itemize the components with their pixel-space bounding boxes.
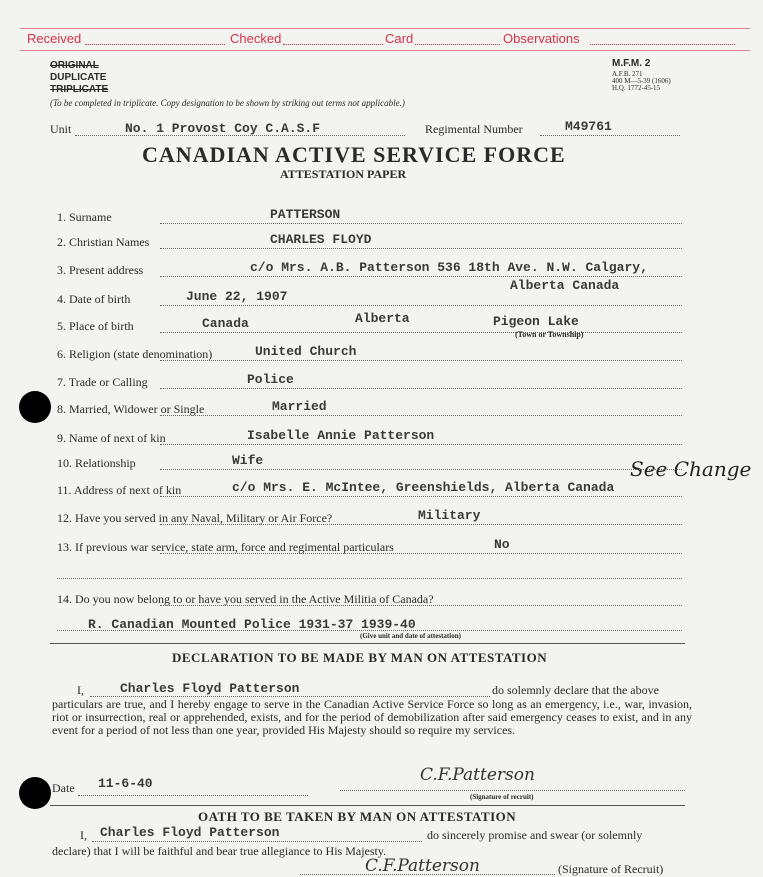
- dotted-rule: [160, 496, 682, 497]
- card-label: Card: [385, 31, 414, 46]
- active-militia-label: 14. Do you now belong to or have you served in the Active Militia of Canada?: [57, 592, 434, 606]
- dotted-rule: [57, 578, 682, 579]
- dotted-rule: [160, 332, 682, 333]
- religion-value: United Church: [255, 344, 357, 359]
- date-of-birth-value: June 22, 1907: [186, 289, 288, 304]
- place-of-birth-label: 5. Place of birth: [57, 319, 134, 333]
- dotted-rule: [78, 795, 308, 796]
- page-title: CANADIAN ACTIVE SERVICE FORCE: [142, 142, 566, 167]
- declaration-name: Charles Floyd Patterson: [120, 681, 300, 696]
- surname-value: PATTERSON: [270, 207, 341, 222]
- dotted-rule: [160, 524, 682, 525]
- see-change-annotation: See Change: [630, 457, 752, 481]
- town-value: Pigeon Lake: [493, 314, 579, 329]
- oath-name: Charles Floyd Patterson: [100, 825, 280, 840]
- declaration-tail: do solemnly declare that the above: [492, 683, 659, 697]
- dotted-rule: [160, 223, 682, 224]
- previous-service-value: Military: [418, 508, 481, 523]
- declaration-text: particulars are true, and I hereby engage to serve in the Canadian Active Service Force so long as an emergency, i.e., war, invasion, riot or insurrection, real or apprehended, exists, and for the period of demobilization after said emergency ceases to exist, and in any event for a period of not less than one year, provided His Majesty should so require my services.: [52, 697, 692, 737]
- trade-label: 7. Trade or Calling: [57, 375, 148, 389]
- punch-hole: [19, 391, 51, 423]
- surname-label: 1. Surname: [57, 210, 112, 224]
- copy-original: ORIGINAL: [50, 60, 99, 71]
- oath-tail: do sincerely promise and swear (or solemnly: [427, 828, 643, 842]
- stamp-rule: [20, 50, 750, 51]
- oath-title: OATH TO BE TAKEN BY MAN ON ATTESTATION: [198, 809, 517, 824]
- dotted-rule: [160, 276, 682, 277]
- date-label: Date: [52, 781, 75, 795]
- dotted-rule: [92, 841, 422, 842]
- date-of-birth-label: 4. Date of birth: [57, 292, 131, 306]
- stamp-rule: [20, 28, 750, 29]
- oath-line2: declare) that I will be faithful and bear true allegiance to His Majesty.: [52, 844, 387, 858]
- observations-label: Observations: [503, 31, 580, 46]
- next-of-kin-value: Isabelle Annie Patterson: [247, 428, 435, 443]
- section-divider: [50, 805, 685, 806]
- field-note: (Give unit and date of attestation): [360, 632, 461, 640]
- page-subtitle: ATTESTATION PAPER: [280, 167, 407, 181]
- field-note: (Town or Township): [515, 330, 584, 339]
- declaration-date: 11-6-40: [98, 776, 153, 791]
- war-service-particulars-value: No: [494, 537, 510, 552]
- declaration-title: DECLARATION TO BE MADE BY MAN ON ATTESTATION: [172, 650, 548, 665]
- form-code: M.F.M. 2: [612, 58, 651, 69]
- dotted-rule: [340, 790, 685, 791]
- form-line: H.Q. 1772-45-15: [612, 84, 661, 92]
- dotted-rule: [160, 248, 682, 249]
- dotted-rule: [160, 553, 682, 554]
- unit-label: Unit: [50, 122, 72, 136]
- next-of-kin-address-label: 11. Address of next of kin: [57, 483, 182, 497]
- punch-hole: [19, 777, 51, 809]
- present-address-value-line2: Alberta Canada: [510, 278, 620, 293]
- dotted-rule: [283, 44, 383, 45]
- checked-label: Checked: [230, 31, 282, 46]
- religion-label: 6. Religion (state denomination): [57, 347, 213, 361]
- dotted-rule: [160, 388, 682, 389]
- present-address-value: c/o Mrs. A.B. Patterson 536 18th Ave. N.W. Calgary,: [250, 260, 648, 275]
- next-of-kin-label: 9. Name of next of kin: [57, 431, 166, 445]
- copy-duplicate: DUPLICATE: [50, 72, 107, 83]
- dotted-rule: [590, 44, 735, 45]
- dotted-rule: [160, 415, 682, 416]
- copy-triplicate: TRIPLICATE: [50, 84, 109, 95]
- relationship-label: 10. Relationship: [57, 456, 136, 470]
- regimental-number-label: Regimental Number: [425, 122, 523, 136]
- christian-names-value: CHARLES FLOYD: [270, 232, 372, 247]
- war-service-particulars-label: 13. If previous war service, state arm, force and regimental particulars: [57, 540, 394, 554]
- signature-label: (Signature of recruit): [470, 793, 534, 801]
- form-line: A.F.B. 271: [612, 70, 643, 78]
- oath-signature-label: (Signature of Recruit): [558, 862, 664, 876]
- dotted-rule: [300, 874, 555, 875]
- oath-signature: C.F.Patterson: [365, 856, 480, 876]
- present-address-label: 3. Present address: [57, 263, 144, 277]
- dotted-rule: [160, 469, 682, 470]
- previous-service-label: 12. Have you served in any Naval, Military or Air Force?: [57, 511, 333, 525]
- dotted-rule: [160, 605, 682, 606]
- trade-value: Police: [247, 372, 294, 387]
- received-label: Received: [27, 31, 82, 46]
- dotted-rule: [160, 305, 682, 306]
- dotted-rule: [540, 135, 680, 136]
- instruction: (To be completed in triplicate. Copy designation to be shown by striking out terms not applicable.): [50, 98, 405, 108]
- regimental-number: M49761: [565, 119, 612, 134]
- dotted-rule: [415, 44, 500, 45]
- declaration-i: I,: [77, 683, 84, 697]
- christian-names-label: 2. Christian Names: [57, 235, 150, 249]
- province-value: Alberta: [355, 311, 410, 326]
- form-line: 400 M—5-39 (1606): [612, 77, 671, 85]
- dotted-rule: [160, 360, 682, 361]
- relationship-value: Wife: [232, 453, 264, 468]
- dotted-rule: [85, 44, 225, 45]
- active-militia-value: R. Canadian Mounted Police 1931-37 1939-40: [88, 617, 416, 632]
- oath-i: I,: [80, 828, 87, 842]
- recruit-signature: C.F.Patterson: [420, 765, 535, 785]
- section-divider: [50, 643, 685, 644]
- marital-status-label: 8. Married, Widower or Single: [57, 402, 205, 416]
- marital-status-value: Married: [272, 399, 327, 414]
- next-of-kin-address-value: c/o Mrs. E. McIntee, Greenshields, Alberta Canada: [232, 480, 615, 495]
- dotted-rule: [160, 444, 682, 445]
- dotted-rule: [57, 630, 682, 631]
- place-of-birth-value: Canada: [202, 316, 249, 331]
- unit-value: No. 1 Provost Coy C.A.S.F: [125, 121, 321, 136]
